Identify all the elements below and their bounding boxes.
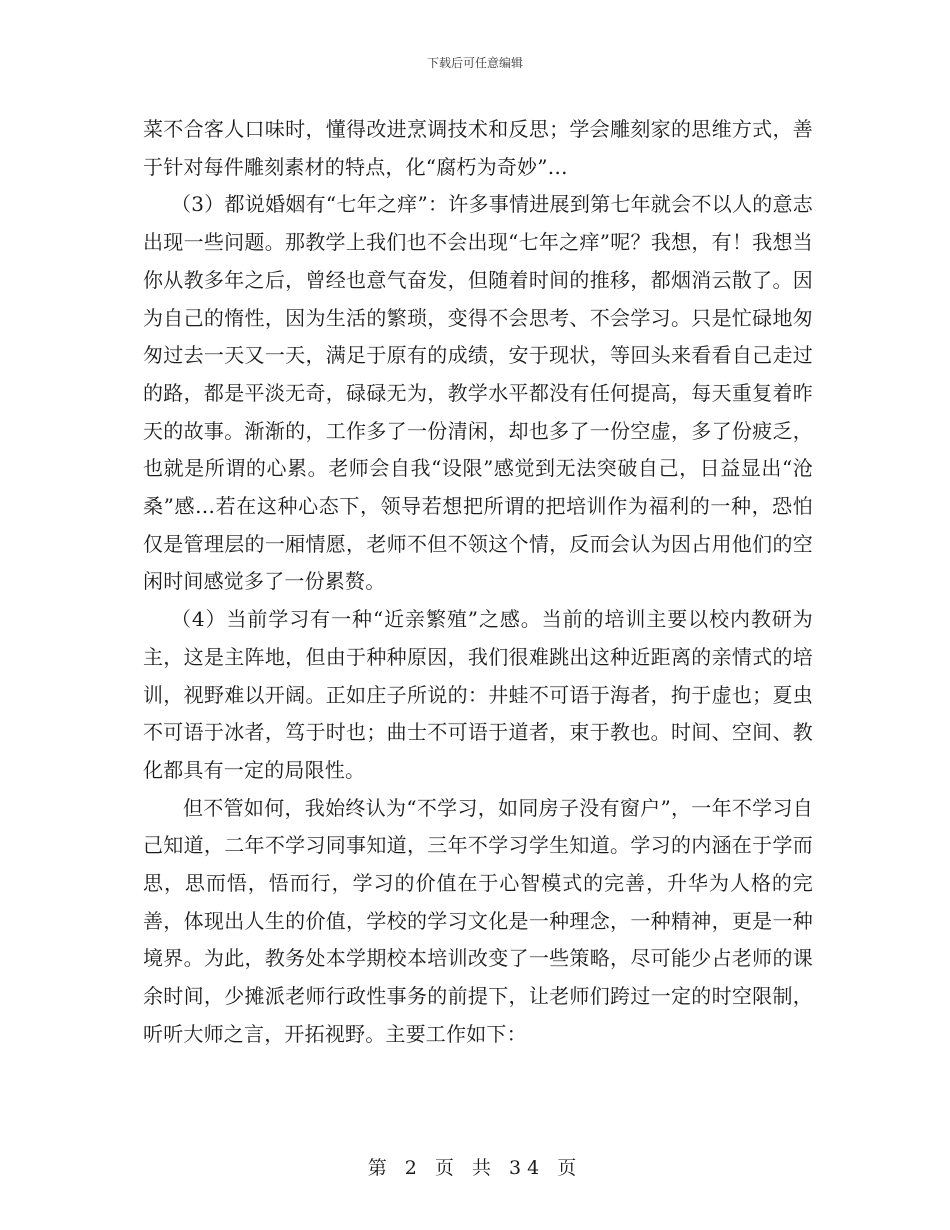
paragraph-item-3: （3）都说婚姻有“七年之痒”：许多事情进展到第七年就会不以人的意志出现一些问题。那教学上我们也不会出现“七年之痒”呢？我想，有！我想当你从教多年之后，曾经也意气奋发，但随着时间的推移，都烟消云散了。因为自己的惰性，因为生活的繁琐，变得不会思考、不会学习。只是忙碌地匆匆过去一天又一天，满足于原有的成绩，安于现状，等回头来看看自己走过的路，都是平淡无奇，碌碌无为，教学水平都没有任何提高，每天重复着昨天的故事。渐渐的，工作多了一份清闲，却也多了一份空虚，多了份疲乏，也就是所谓的心累。老师会自我“设限”感觉到无法突破自己，日益显出“沧桑”感…若在这种心态下，领导若想把所谓的把培训作为福利的一种，恐怕仅是管理层的一厢情愿，老师不但不领这个情，反而会认为因占用他们的空闲时间感觉多了一份累赘。 [143, 192, 813, 594]
document-body [143, 111, 813, 1054]
paragraph-conclusion: 但不管如何，我始终认为“不学习，如同房子没有窗户”，一年不学习自己知道，二年不学习同事知道，三年不学习学生知道。学习的内涵在于学而思，思而悟，悟而行，学习的价值在于心智模式的完善，升华为人格的完善，体现出人生的价值，学校的学习文化是一种理念，一种精神，更是一种境界。为此，教务处本学期校本培训改变了一些策略，尽可能少占老师的课余时间，少摊派老师行政性事务的前提下，让老师们跨过一定的时空限制，听听大师之言，开拓视野。主要工作如下： [143, 795, 813, 1046]
page-number-footer: 第 2 页 共 34 页 [367, 1157, 583, 1179]
paragraph-item-4: （4）当前学习有一种“近亲繁殖”之感。当前的培训主要以校内教研为主，这是主阵地，但由于种种原因，我们很难跳出这种近距离的亲情式的培训，视野难以开阔。正如庄子所说的：井蛙不可语于海者，拘于虚也；夏虫不可语于冰者，笃于时也；曲士不可语于道者，束于教也。时间、空间、教化都具有一定的局限性。 [143, 607, 813, 782]
page-header-note: 下载后可任意编辑 [426, 56, 523, 70]
paragraph-continuation: 菜不合客人口味时，懂得改进烹调技术和反思；学会雕刻家的思维方式，善于针对每件雕刻素材的特点，化“腐朽为奇妙”… [143, 117, 813, 179]
